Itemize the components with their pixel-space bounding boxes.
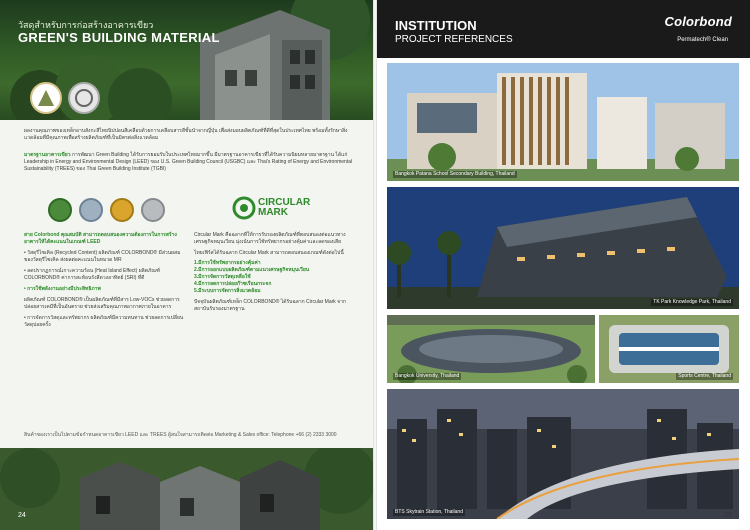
- left-column-1: [24, 232, 184, 333]
- brand-subtitle: Permatech® Clean: [677, 37, 728, 43]
- standard-label: มาตรฐานอาคารเขียว: [24, 152, 71, 158]
- intro-text: ผลงานคุณภาพของเหล็กอาบสังกะสีไทยนิปปอนสีเคลือบด้วยการเคลือบสารสีชั้นนำจากญี่ปุ่น เพื่อส่งมอบผลิตภัณฑ์ที่ดีที่สุดในประเทศไทย พร้อมทั้งรักษาสิ่งแวดล้อมที่มีคุณภาพเพื่อสร้างผลิตภัณฑ์ที่เป็นมิตรต่อสิ่งแวดล้อม: [24, 128, 348, 141]
- leed-platinum-badge: [141, 198, 165, 222]
- school-building-illustration: [387, 63, 739, 181]
- photo-tk-park: [387, 187, 739, 309]
- col2-item: 1.มีการใช้ทรัพยากรอย่างคุ้มค่า: [194, 260, 261, 266]
- circular-mark-label: [258, 198, 310, 218]
- photo-sports: [599, 315, 739, 383]
- tk-park-illustration: [387, 187, 739, 309]
- photo-sports-caption: Sports Centre, Thailand: [678, 373, 731, 379]
- tgbi-badge: [30, 82, 62, 114]
- photo-school: [387, 63, 739, 181]
- usgbc-badge: [68, 82, 100, 114]
- left-title: GREEN'S BUILDING MATERIAL: [18, 30, 220, 45]
- col2-item: 4.มีการลดการปล่อยก๊าซเรือนกระจก: [194, 281, 272, 287]
- intro-paragraph: [24, 128, 354, 142]
- left-column-2: [194, 232, 354, 313]
- bottom-photo: [0, 448, 375, 530]
- leed-silver-badge: [79, 198, 103, 222]
- circular-mark-icon: [232, 196, 256, 222]
- col1-item: สาย Colorbond คุณสมบัติ สามารถตอบสนองความต้องการในการสร้างอาคารให้ได้คะแนนในเกณฑ์ LEED: [24, 232, 177, 245]
- bottom-photo-illustration: [0, 448, 375, 530]
- col2-item: ปัจจุบันผลิตภัณฑ์เหล็ก COLORBOND® ได้รับฉลาก Circular Mark จากสถาบันรับรองมาตรฐาน: [194, 299, 346, 312]
- photo-bts: [387, 389, 739, 519]
- col1-item: • ลดปรากฏการณ์เกาะความร้อน (Heat Island Effect) ผลิตภัณฑ์ COLORBOND® ค่าการสะท้อนรังสีดวงอาทิตย์ (SRI) ที่ดี: [24, 268, 161, 281]
- col2-item: 2.มีการออกแบบผลิตภัณฑ์ตามแนวเศรษฐกิจหมุนเวียน: [194, 267, 310, 273]
- colorbond-logo: Colorbond: [664, 14, 732, 29]
- spine-gutter: [373, 0, 377, 530]
- right-page-number: 25: [724, 512, 732, 519]
- col2-item: 3.มีการจัดการวัสดุเหลือใช้: [194, 274, 251, 280]
- photo-tk-park-caption: TK Park Knowledge Park, Thailand: [653, 299, 731, 305]
- photo-school-caption: Bangkok Patana School Secondary Building, Thailand: [395, 171, 515, 177]
- tgbi-leaf-icon: [32, 84, 60, 112]
- col1-item: • วัสดุรีไซเคิล (Recycled Content) ผลิตภัณฑ์ COLORBOND® มีส่วนผสมของวัสดุรีไซเคิล ส่งผลต่อคะแนนในหมวด MR: [24, 250, 181, 263]
- col2-item: Circular Mark คือฉลากที่ให้การรับรองผลิตภัณฑ์ที่ตอบสนองต่อแนวทางเศรษฐกิจหมุนเวียน มุ่งเน้นการใช้ทรัพยากรอย่างคุ้มค่าและลดของเสีย: [194, 232, 346, 245]
- leed-certified-badge: [48, 198, 72, 222]
- right-page: [375, 0, 750, 530]
- photo-university-caption: Bangkok University, Thailand: [395, 373, 460, 379]
- left-footnote: สินค้าของเราเป็นไปตามข้อกำหนดอาคารเขียว LEED และ TREES ผู้สนใจสามารถติดต่อ Marketing & Sales office: Telephone +66 (2) 2333 3000: [24, 432, 337, 438]
- col2-item: ไทยเฟิร์สได้รับฉลาก Circular Mark สามารถตอบสนองเกณฑ์ดังต่อไปนี้: [194, 250, 344, 256]
- col1-item: • การใช้พลังงานอย่างมีประสิทธิภาพ: [24, 286, 101, 292]
- left-page-number: 24: [18, 512, 26, 519]
- leed-gold-badge: [110, 198, 134, 222]
- col1-item: ผลิตภัณฑ์ COLORBOND® เป็นผลิตภัณฑ์ที่มีสาร Low-VOCs ช่วยลดการปล่อยสารเคมีที่เป็นอันตราย ช่วยส่งเสริมคุณภาพอากาศภายในอาคาร: [24, 297, 180, 310]
- col1-item: • การจัดการวัสดุและทรัพยากร ผลิตภัณฑ์มีความทนทาน ช่วยลดการเปลี่ยนวัสดุบ่อยครั้ง: [24, 315, 184, 328]
- left-subtitle: วัสดุสำหรับการก่อสร้างอาคารเขียว: [18, 20, 154, 30]
- photo-university: [387, 315, 595, 383]
- right-title-line1: INSTITUTION: [395, 18, 477, 33]
- col2-item: 5.มีระบบการจัดการสิ่งแวดล้อม: [194, 288, 261, 294]
- circular-mark-text: CIRCULAR MARK: [258, 197, 311, 218]
- photo-bts-caption: BTS Skytrain Station, Thailand: [395, 509, 463, 515]
- right-title-line2: PROJECT REFERENCES: [395, 34, 513, 45]
- standard-paragraph: [24, 152, 354, 173]
- usgbc-leaf-icon: [70, 84, 98, 112]
- standard-text: การพัฒนา Green Building ได้รับการยอมรับในประเทศไทยมากขึ้น มีมาตรฐานอาคารเขียวที่ได้รับความนิยมหลายมาตรฐาน ได้แก่ Leadership in Energy and Environmental Design (LEED) ของ U.S. Green Building Council (USGBC) และ Thai's Rating of Energy and Environmental Sustainability (TREES) ของ Thai Green Building Institute (TGBI): [24, 152, 353, 172]
- bts-illustration: [387, 389, 739, 519]
